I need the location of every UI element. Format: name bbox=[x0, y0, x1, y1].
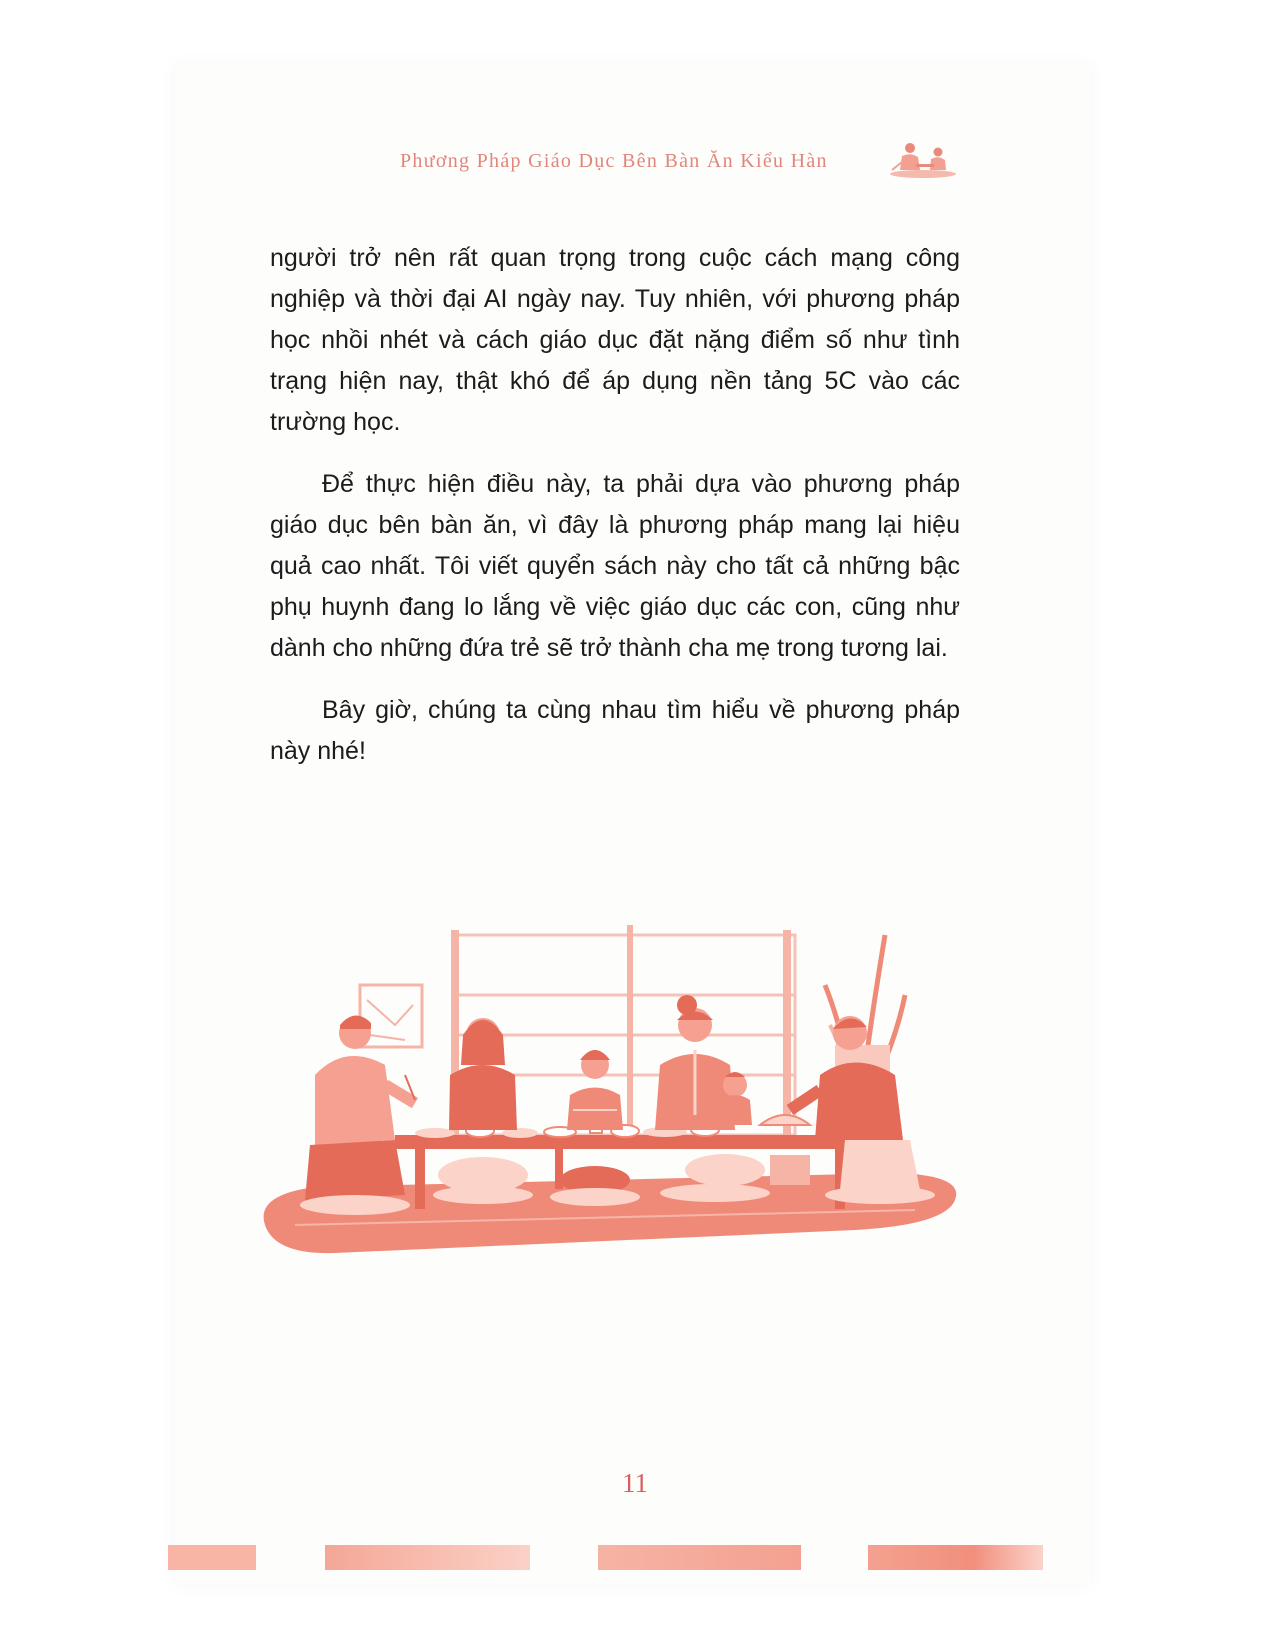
paragraph: người trở nên rất quan trọng trong cuộc cách mạng công nghiệp và thời đại AI ngày nay. Tuy nhiên, với phương pháp học nhồi nhét và cách giáo dục đặt nặng điểm số như tình trạng hiện nay, thật khó để áp dụng nền tảng 5C vào các trường học. bbox=[270, 244, 960, 436]
family-icon bbox=[888, 140, 958, 180]
paragraph: Bây giờ, chúng ta cùng nhau tìm hiểu về phương pháp này nhé! bbox=[270, 696, 960, 765]
body-text bbox=[270, 238, 960, 793]
page-number: 11 bbox=[622, 1468, 648, 1498]
family-dinner-illustration bbox=[255, 925, 1005, 1300]
color-bleed-strip bbox=[598, 1545, 801, 1570]
color-bleed-strip bbox=[868, 1545, 1043, 1570]
color-bleed-strip bbox=[168, 1545, 256, 1570]
running-header: Phương Pháp Giáo Dục Bên Bàn Ăn Kiểu Hàn bbox=[400, 150, 828, 172]
paragraph: Để thực hiện điều này, ta phải dựa vào phương pháp giáo dục bên bàn ăn, vì đây là phương pháp mang lại hiệu quả cao nhất. Tôi viết quyển sách này cho tất cả những bậc phụ huynh đang lo lắng về việc giáo dục các con, cũng như dành cho những đứa trẻ sẽ trở thành cha mẹ trong tương lai. bbox=[270, 470, 960, 662]
color-bleed-strip bbox=[325, 1545, 530, 1570]
